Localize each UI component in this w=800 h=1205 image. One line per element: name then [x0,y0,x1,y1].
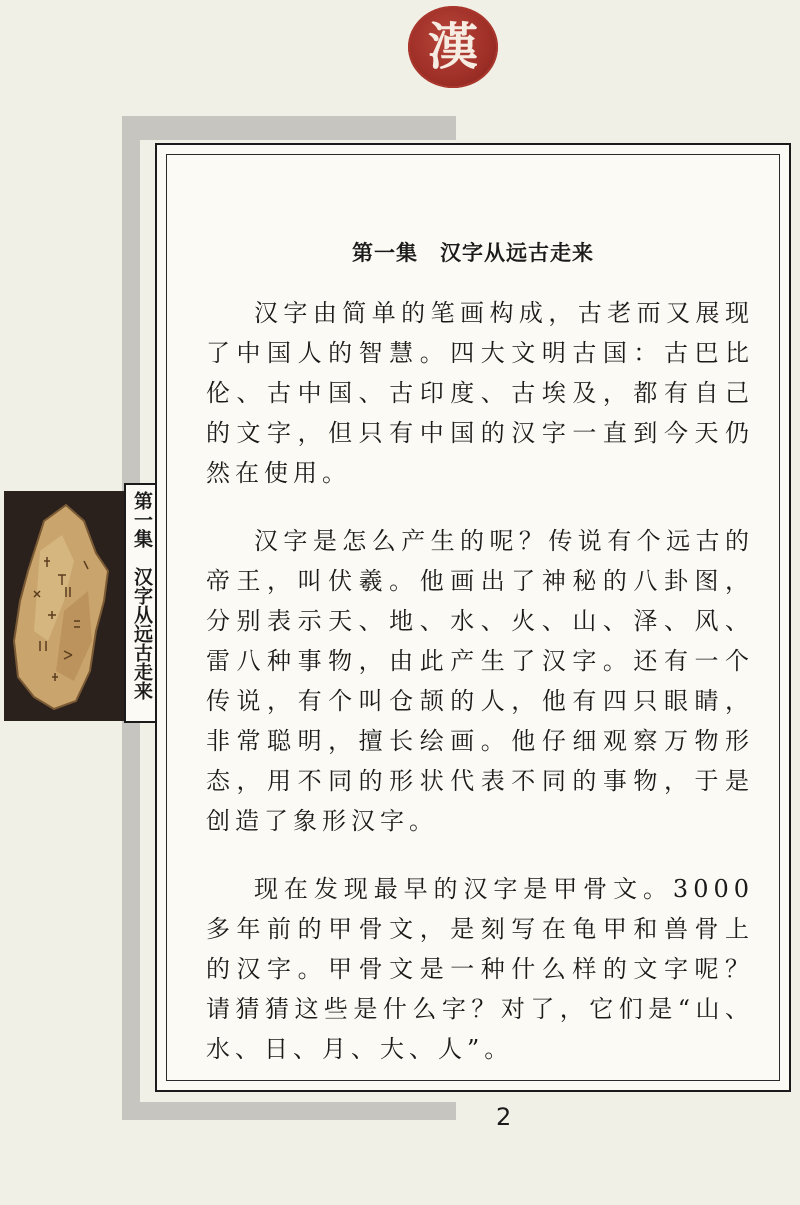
chapter-title: 第一集 汉字从远古走来 [352,241,594,265]
paragraph-1: 汉字由简单的笔画构成，古老而又展现了中国人的智慧。四大文明古国：古巴比伦、古中国、古印度、古埃及，都有自己的文字，但只有中国的汉字一直到今天仍然在使用。 [206,299,754,487]
han-seal-logo [408,6,498,88]
paragraph-3: 现在发现最早的汉字是甲骨文。3000多年前的甲骨文，是刻写在龟甲和兽骨上的汉字。甲骨文是一种什么样的文字呢？请猜猜这些是什么字？对了，它们是“山、水、日、月、大、人”。 [206,875,754,1063]
text-panel [155,143,791,1092]
seal-glyph: 漢 [428,17,478,76]
page-number: 2 [496,1103,512,1131]
side-chapter-label: 第一集 汉字从远古走来 [131,491,153,700]
paragraph-2: 汉字是怎么产生的呢？传说有个远古的帝王，叫伏羲。他画出了神秘的八卦图，分别表示天、地、水、火、山、泽、风、雷八种事物，由此产生了汉字。还有一个传说，有个叫仓颉的人，他有四只眼睛，非常聪明，擅长绘画。他仔细观察万物形态，用不同的形状代表不同的事物，于是创造了象形汉字。 [206,527,754,835]
oracle-bone-image [4,491,124,721]
